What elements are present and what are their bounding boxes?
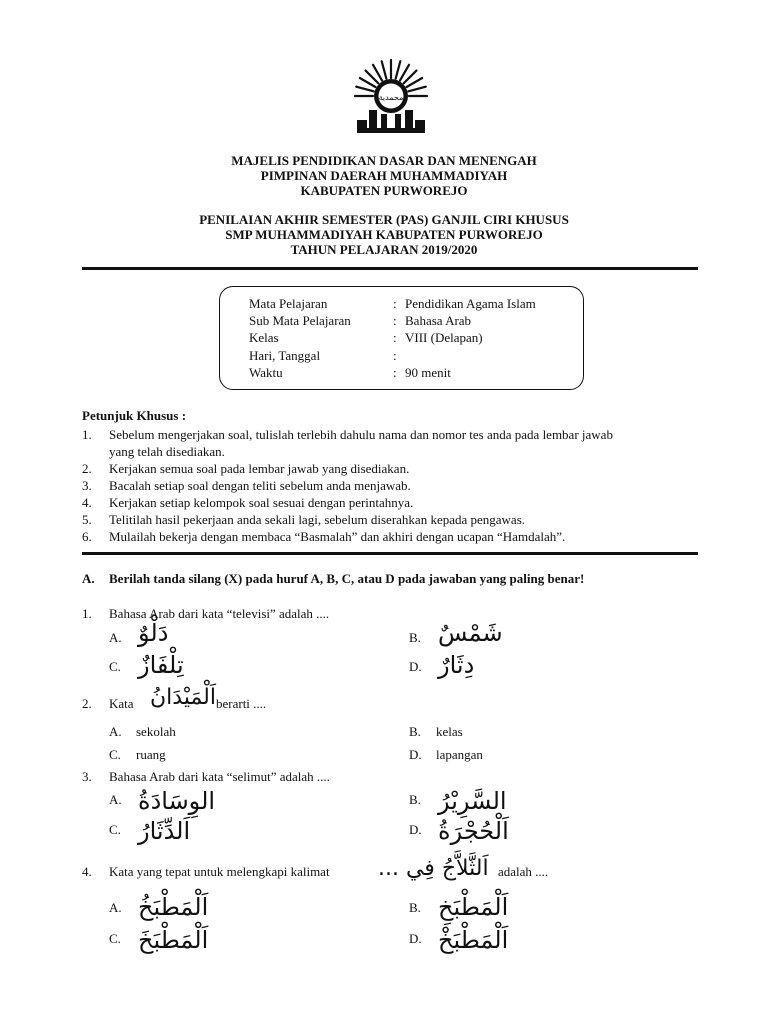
info-value: 90 menit (405, 365, 451, 380)
option-letter: C. (109, 747, 121, 762)
instruction-text: Kerjakan semua soal pada lembar jawab yang disediakan. (109, 461, 410, 476)
instruction-number: 5. (82, 512, 92, 527)
section-instruction: Berilah tanda silang (X) pada huruf A, B, C, atau D pada jawaban yang paling benar! (109, 571, 585, 586)
option-text-arabic: اَلْمَطْبَخُ (138, 893, 209, 921)
option-text-arabic: تِلْفَازٌ (138, 651, 184, 679)
question-number: 4. (82, 864, 92, 879)
instruction-text: Bacalah setiap soal dengan teliti sebelum anda menjawab. (109, 478, 411, 493)
instruction-number: 6. (82, 529, 92, 544)
exam-line-2: SMP MUHAMMADIYAH KABUPATEN PURWOREJO (225, 227, 543, 242)
info-separator: : (393, 348, 397, 363)
instructions-title: Petunjuk Khusus : (82, 408, 187, 423)
exam-line-1: PENILAIAN AKHIR SEMESTER (PAS) GANJIL CIRI KHUSUS (199, 212, 569, 227)
instruction-text-cont: yang telah disediakan. (109, 444, 225, 459)
info-label: Waktu (249, 365, 283, 380)
option-letter: B. (409, 630, 421, 645)
org-line-2: PIMPINAN DAERAH MUHAMMADIYAH (260, 168, 508, 183)
info-row (249, 364, 579, 381)
option-text-arabic: اَلْمَطْبَخَ (138, 926, 209, 954)
instruction-number: 2. (82, 461, 92, 476)
option-text-arabic: اَلْمَطْبَخْ (438, 926, 509, 954)
option-letter: A. (109, 792, 122, 807)
header-divider (82, 267, 698, 270)
info-label: Hari, Tanggal (249, 348, 321, 363)
info-label: Kelas (249, 330, 279, 345)
instruction-number: 1. (82, 427, 92, 442)
exam-header (0, 212, 768, 257)
question-text: berarti .... (216, 696, 267, 711)
info-separator: : (393, 330, 397, 345)
instruction-text: Mulailah bekerja dengan membaca “Basmalah” dan akhiri dengan ucapan “Hamdalah”. (109, 529, 566, 544)
option-text-arabic: دَلْوٌ (138, 619, 169, 647)
option-letter: C. (109, 822, 121, 837)
question-number: 2. (82, 696, 92, 711)
question-number: 1. (82, 606, 92, 621)
info-separator: : (393, 296, 397, 311)
muhammadiyah-logo (351, 58, 431, 140)
question-number: 3. (82, 769, 92, 784)
logo-text: محمدية (378, 93, 404, 102)
option-text: lapangan (436, 747, 483, 762)
exam-line-3: TAHUN PELAJARAN 2019/2020 (290, 242, 478, 257)
option-text: sekolah (136, 724, 176, 739)
option-text-arabic: السَّرِيْرُ (438, 787, 507, 815)
org-header (0, 153, 768, 198)
instructions-divider (82, 552, 698, 555)
question-arabic-sentence: اَلثَّلاَّجُ فِي ... (378, 856, 489, 881)
instruction-text: Sebelum mengerjakan soal, tulislah terlebih dahulu nama dan nomor tes anda pada lembar jawab (109, 427, 613, 442)
option-letter: B. (409, 724, 421, 739)
info-row (249, 347, 579, 364)
option-text-arabic: الوِسَادَةُ (138, 787, 216, 815)
info-row (249, 312, 579, 329)
question-text: adalah .... (498, 864, 549, 879)
question-text: Bahasa Arab dari kata “televisi” adalah .... (109, 606, 330, 621)
option-text-arabic: اَلْحُجْرَةُ (438, 817, 509, 845)
option-letter: A. (109, 900, 122, 915)
option-text-arabic: شَمْسٌ (438, 619, 503, 647)
option-letter: B. (409, 792, 421, 807)
info-value: Pendidikan Agama Islam (405, 296, 536, 311)
option-letter: D. (409, 822, 422, 837)
info-value: Bahasa Arab (405, 313, 472, 328)
info-separator: : (393, 365, 397, 380)
question-text: Kata yang tepat untuk melengkapi kalimat (109, 864, 330, 879)
info-value: VIII (Delapan) (405, 330, 483, 345)
instruction-number: 4. (82, 495, 92, 510)
option-letter: A. (109, 724, 122, 739)
option-letter: D. (409, 659, 422, 674)
info-separator: : (393, 313, 397, 328)
option-text-arabic: اَلْمَطْبَخِ (438, 893, 509, 921)
instruction-number: 3. (82, 478, 92, 493)
info-label: Mata Pelajaran (249, 296, 328, 311)
info-row (249, 329, 579, 346)
instruction-text: Telitilah hasil pekerjaan anda sekali lagi, sebelum diserahkan kepada pengawas. (109, 512, 526, 527)
option-text: ruang (136, 747, 166, 762)
logo-emblem-icon (351, 58, 431, 140)
org-line-1: MAJELIS PENDIDIKAN DASAR DAN MENENGAH (231, 153, 537, 168)
question-arabic-word: اَلْمَيْدَانُ (150, 685, 216, 710)
instruction-text: Kerjakan setiap kelompok soal sesuai dengan perintahnya. (109, 495, 414, 510)
info-label: Sub Mata Pelajaran (249, 313, 351, 328)
question-text: Bahasa Arab dari kata “selimut” adalah .... (109, 769, 330, 784)
question-text: Kata (109, 696, 134, 711)
option-letter: A. (109, 630, 122, 645)
option-text-arabic: اَلدِّثَارُ (138, 817, 191, 845)
option-letter: C. (109, 931, 121, 946)
option-letter: B. (409, 900, 421, 915)
option-letter: D. (409, 931, 422, 946)
option-text: kelas (436, 724, 463, 739)
section-letter: A. (82, 571, 95, 586)
option-text-arabic: دِثَارٌ (438, 651, 475, 679)
info-row (249, 295, 579, 312)
org-line-3: KABUPATEN PURWOREJO (300, 183, 468, 198)
option-letter: D. (409, 747, 422, 762)
option-letter: C. (109, 659, 121, 674)
